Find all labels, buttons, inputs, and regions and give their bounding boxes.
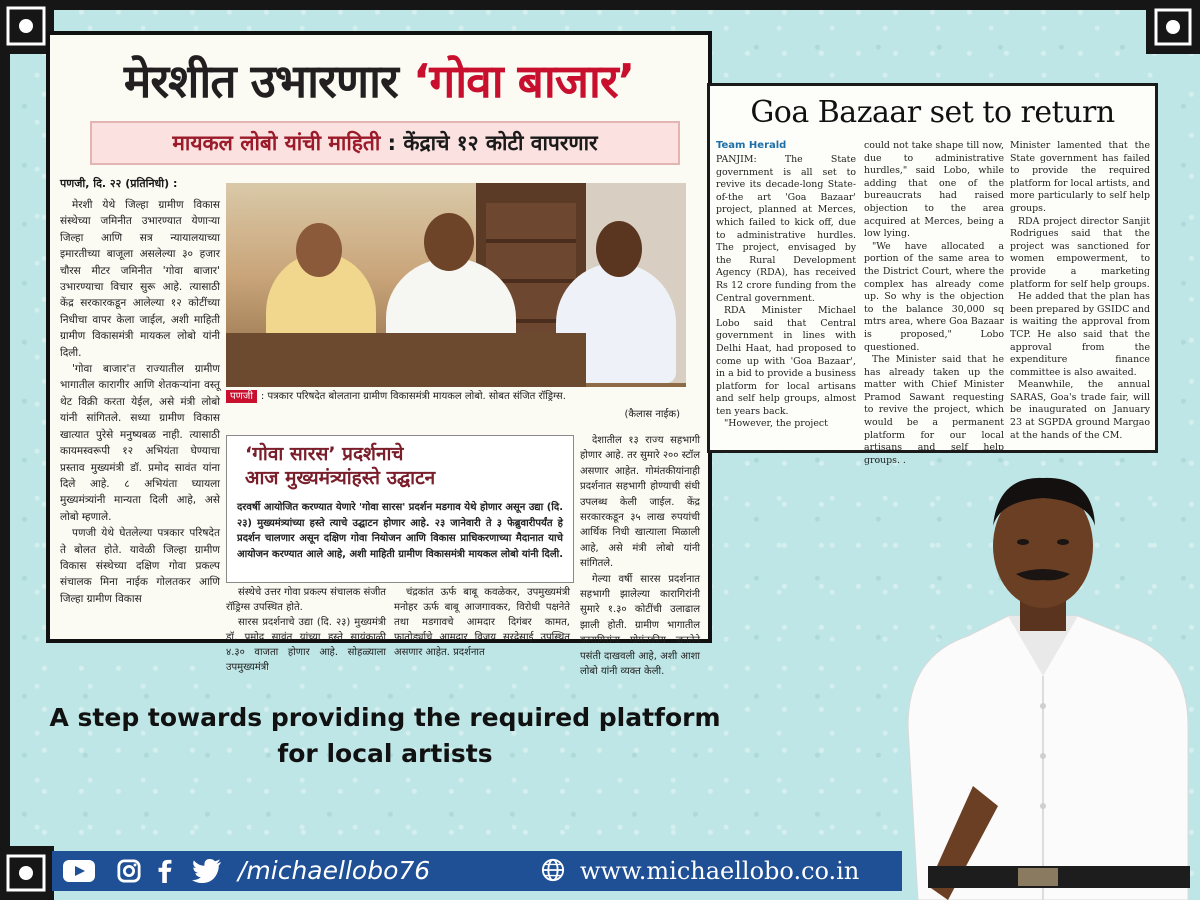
press-conference-photo	[226, 183, 686, 387]
english-column-2	[864, 140, 1004, 466]
left-frame-border	[0, 0, 10, 900]
paragraph: PANJIM: The State government is all set to revive its decade-long State-of-the art 'Goa Bazaar' project, planned at Merces, which failed to kick off, due to administrative hurdles. The project, envisaged by the Rural Development Agency (RDA), has received Rs 12 crore funding from the Central government.	[716, 154, 856, 304]
paragraph: Meanwhile, the annual SARAS, Goa's trade fair, will be inaugurated on January 23 at SGPDA ground Margao at the hands of the CM.	[1010, 379, 1150, 441]
paragraph: मेरशी येथे जिल्हा ग्रामीण विकास संस्थेच्या जमिनीत उभारण्यात येणाऱ्या जिल्हा आणि सत्र न्यायालयाच्या इमारतीच्या बाजूला असलेल्या ३० हजार चौरस मीटर जमिनीत 'गोवा बाजार' उभारण्याचा विचार सुरू आहे. त्यासाठी केंद्र सरकारकडून आलेल्या १२ कोटींच्या निधीचा वापर केला जाईल, अशी माहिती ग्रामीण विकासमंत्री मायकल लोबो यांनी दिली.	[60, 199, 220, 359]
social-handle[interactable]: /michaellobo76	[238, 856, 431, 885]
twitter-icon[interactable]	[192, 859, 222, 883]
english-news-clipping	[707, 83, 1158, 466]
marathi-news-clipping	[46, 31, 712, 678]
youtube-icon[interactable]	[62, 859, 96, 883]
english-column-1	[716, 154, 856, 450]
paragraph: RDA Minister Michael Lobo said that Central government in lines with Delhi Haat, had proposed to come up with 'Goa Bazaar', in a bid to provide a business platform for local artisans and self help groups, almost ten years back.	[716, 305, 856, 417]
box-title-line-1: ‘गोवा सारस’ प्रदर्शनाचे	[245, 443, 404, 465]
top-frame-border	[0, 0, 1200, 10]
marathi-column-2-bottom	[226, 585, 386, 673]
corner-ornament-icon	[1146, 0, 1200, 54]
saras-exhibition-box	[226, 435, 574, 583]
paragraph: "However, the project	[724, 418, 828, 430]
caption-text: : पत्रकार परिषदेत बोलताना ग्रामीण विकासमंत्री मायकल लोबो. सोबत संजित रॉड्रिग्स.	[260, 391, 566, 402]
social-media-bar	[52, 851, 902, 891]
paragraph: देशातील १३ राज्य सहभागी होणार आहे. तर सुमारे २०० स्टॉल असणार आहेत. गोमंतकीयांनाही प्रदर्शनात सहभागी होण्याची संधी उपलब्ध केली जाईल. केंद्र सरकारकडून ३५ लाख रुपयांची आर्थिक निधी खात्याला मिळाली आहे, असे मंत्री लोबो यांनी सांगितले.	[580, 435, 700, 570]
paragraph: The Minister said that he has already taken up the matter with Chief Minister Pramod Sawant requesting to revive the project, which would be a permanent platform for our local artisans and self help groups. .	[864, 354, 1004, 466]
paragraph: "We have allocated a portion of the same area to the District Court, where the complex has already come up. So why is the objection to the balance 30,000 sq mtrs area, where Goa Bazaar is proposed," Lobo questioned.	[864, 240, 1004, 353]
tagline	[40, 700, 730, 780]
english-headline: Goa Bazaar set to return	[750, 95, 1115, 130]
paragraph: गेल्या वर्षी सारस प्रदर्शनात सहभागी झालेल्या कारागिरांनी सुमारे १.३० कोटींची उलाढाल झाली होती. ग्रामीण भागातील कारागिरांना गोमंतकीय जनतेने पसंती दाखवली आहे, अशी आशा लोबो यांनी व्यक्त केली.	[580, 573, 700, 678]
paragraph: could not take shape till now, due to administrative hurdles," said Lobo, while adding that one of the bureaucrats had raised objection to the area acquired at Merces, being a low lying.	[864, 140, 1004, 240]
headline-black-text: मेरशीत उभारणार	[123, 54, 398, 108]
paragraph: He added that the plan has been prepared by GSIDC and is waiting the approval from TCP. He also said that the approval from the expenditure finance committee is also awaited.	[1010, 291, 1150, 378]
subhead-right-text: केंद्राचे १२ कोटी वापरणार	[403, 131, 598, 155]
facebook-icon[interactable]	[156, 859, 174, 883]
paragraph: 'गोवा बाजार'त राज्यातील ग्रामीण भागातील कारागीर आणि शेतकऱ्यांना वस्तू थेट विक्री करता येईल, असे मंत्री लोबो यांनी सांगितले. सध्या ग्रामीण विकास खात्यात पुरेसे मनुष्यबळ नाही. त्यासाठी कायमस्वरूपी १२ अभियंता घेण्याचा प्रस्ताव मुख्यमंत्री डॉ. प्रमोद सावंत यांना दिले आहे. ८ अभियंता घ्यायला मुख्यमंत्र्यांनी मान्यता दिली आहे, असे लोबो म्हणाले.	[60, 363, 220, 523]
subhead-separator: :	[380, 131, 404, 155]
photo-caption	[226, 387, 686, 407]
box-title-line-2: आज मुख्यमंत्र्यांहस्ते उद्घाटन	[245, 467, 436, 489]
photo-credit: (कैलास नाईक)	[624, 409, 680, 420]
tagline-line-1: A step towards providing the required platform	[49, 703, 721, 732]
caption-location-tag: पणजी	[226, 390, 257, 403]
headline-red-text: ‘गोवा बाजार’	[412, 54, 635, 108]
marathi-column-right	[580, 433, 700, 678]
marathi-column-1	[60, 197, 220, 637]
instagram-icon[interactable]	[116, 859, 142, 883]
paragraph: Minister lamented that the State government has failed to provide the required platform for local artists, and more particularly to self help groups.	[1010, 140, 1150, 214]
tagline-line-2: for local artists	[277, 739, 493, 768]
globe-icon	[540, 858, 566, 882]
marathi-dateline: पणजी, दि. २२ (प्रतिनिधी) :	[60, 177, 178, 190]
paragraph: चंद्रकांत ऊर्फ बाबू कवळेकर, उपमुख्यमंत्री मनोहर ऊर्फ बाबू आजगावकर, विरोधी पक्षनेते तथा मडगावचे आमदार दिगंबर कामत, फातोर्ड्याचे आमदार विजय सरदेसाई उपस्थित असणार आहेत. प्रदर्शनात	[394, 587, 570, 658]
paragraph: RDA project director Sanjit Rodrigues said that the project was sanctioned for women empowerment, to provide a marketing platform for self help groups.	[1010, 215, 1150, 290]
english-column-3	[1010, 140, 1150, 450]
box-body: दरवर्षी आयोजित करण्यात येणारे 'गोवा सारस' प्रदर्शन मडगाव येथे होणार असून उद्या (दि. २३) मुख्यमंत्र्यांच्या हस्ते त्याचे उद्घाटन होणार आहे. २३ जानेवारी ते ३ फेब्रुवारीपर्यंत हे प्रदर्शन चालणार असून दक्षिण गोवा नियोजन आणि विकास प्राधिकरणाच्या मैदानात याचे आयोजन करण्यात आले आहे, अशी माहिती ग्रामीण विकासमंत्री मायकल लोबो यांनी दिली.	[237, 502, 564, 560]
marathi-column-3-bottom	[394, 585, 570, 658]
paragraph: पणजी येथे घेतलेल्या पत्रकार परिषदेत ते बोलत होते. यावेळी जिल्हा ग्रामीण विकास संस्थेच्या दक्षिण गोवा प्रकल्प संचालक मिना नाईक गोलतकर आणि जिल्हा ग्रामीण विकास	[60, 527, 220, 605]
marathi-subheadline	[90, 121, 680, 165]
website-link[interactable]: www.michaellobo.co.in	[580, 857, 860, 885]
byline: Team Herald	[716, 140, 787, 151]
marathi-headline	[50, 45, 708, 117]
michael-lobo-portrait	[888, 466, 1200, 900]
paragraph: सारस प्रदर्शनाचे उद्या (दि. २३) मुख्यमंत्री डॉ. प्रमोद सावंत यांच्या हस्ते सायंकाळी ४.३० वाजता होणार आहे. सोहळ्याला उपमुख्यमंत्री	[226, 617, 386, 673]
paragraph: संस्थेचे उत्तर गोवा प्रकल्प संचालक संजीत रॉड्रिग्स उपस्थित होते.	[226, 587, 386, 613]
corner-ornament-icon	[0, 846, 54, 900]
subhead-left-text: मायकल लोबो यांची माहिती	[172, 131, 381, 155]
box-title	[227, 442, 567, 490]
